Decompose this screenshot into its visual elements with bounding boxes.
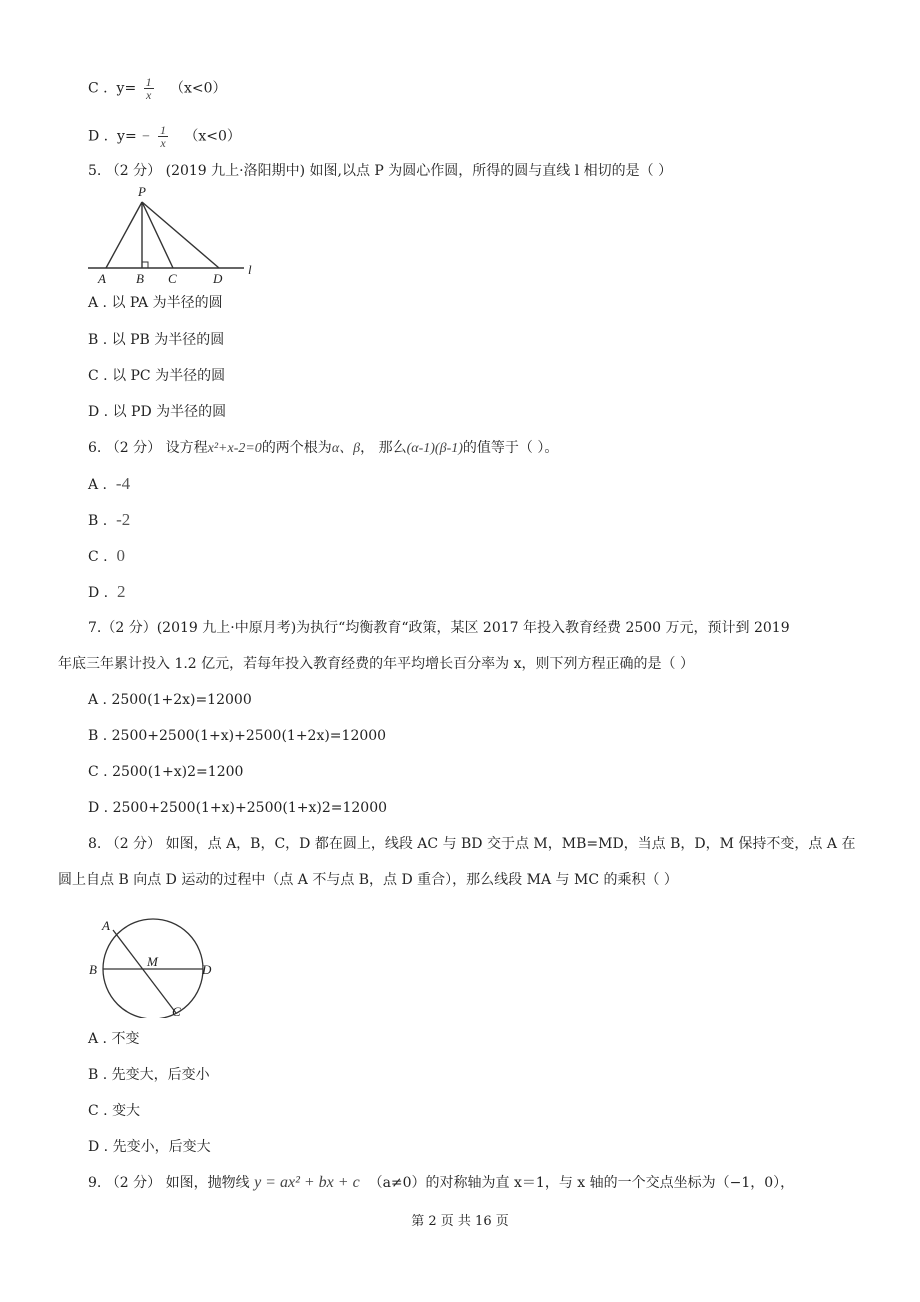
q8-stem-line1: 8. （2 分） 如图，点 A，B，C，D 都在圆上，线段 AC 与 BD 交于点 M，MB=MD，当点 B，D，M 保持不变，点 A 在 <box>88 836 856 852</box>
q5-figure <box>84 182 264 288</box>
q7-option-d: D . 2500+2500(1+x)+2500(1+x)2=12000 <box>88 800 388 816</box>
q7-stem-line1: 7.（2 分）(2019 九上·中原月考)为执行“均衡教育“政策，某区 2017 年投入教育经费 2500 万元，预计到 2019 <box>88 620 790 636</box>
right-angle-mark <box>142 262 148 268</box>
fraction-numerator: 1 <box>145 75 152 89</box>
segment-pa <box>106 202 142 268</box>
fraction <box>144 76 154 101</box>
q6-equation: x²+x-2=0 <box>207 441 262 456</box>
q5-stem: 5. （2 分） (2019 九上·洛阳期中) 如图,以点 P 为圆心作圆，所得的圆与直线 l 相切的是（ ） <box>88 163 673 179</box>
fraction-numerator: 1 <box>160 123 167 137</box>
label-a: A <box>102 918 110 933</box>
option-label: A . <box>88 477 108 493</box>
label-b: B <box>89 962 97 977</box>
q8-option-d: D . 先变小，后变大 <box>88 1139 211 1155</box>
q4-option-d <box>88 124 241 149</box>
option-value: -2 <box>116 510 131 529</box>
q9-suffix: （a≠0）的对称轴为直 x＝1，与 x 轴的一个交点坐标为（−1，0）， <box>368 1175 795 1191</box>
option-condition: （x<0） <box>169 80 227 97</box>
option-value: -4 <box>115 474 131 493</box>
option-label: C . <box>88 549 108 565</box>
q6-suffix: 的值等于（ ）。 <box>462 440 559 456</box>
option-condition: （x<0） <box>184 128 241 145</box>
q8-option-c: C . 变大 <box>88 1103 141 1119</box>
q6-expression: (α-1)(β-1) <box>406 441 463 456</box>
fraction-denominator: x <box>160 136 166 150</box>
page-footer: 第 2 页 共 16 页 <box>411 1214 509 1229</box>
segment-pd <box>142 202 219 268</box>
fraction-denominator: x <box>145 88 152 102</box>
label-a: A <box>98 271 106 286</box>
q9-stem <box>88 1173 794 1193</box>
q7-option-b: B . 2500+2500(1+x)+2500(1+2x)=12000 <box>88 728 387 744</box>
label-c: C <box>172 1004 181 1018</box>
label-b: B <box>136 271 144 286</box>
minus-sign: − <box>141 129 151 145</box>
q4-option-c <box>88 76 227 101</box>
option-prefix: y= <box>117 128 137 145</box>
q9-prefix: 9. （2 分） 如图，抛物线 <box>88 1175 250 1191</box>
option-prefix: y= <box>116 80 137 97</box>
option-label: B . <box>88 513 108 529</box>
q6-stem <box>88 438 558 459</box>
option-label: D . <box>88 128 109 145</box>
option-value: 2 <box>117 582 126 601</box>
q6-option-d <box>88 582 126 603</box>
q7-option-a: A . 2500(1+2x)=12000 <box>88 692 252 708</box>
q5-option-b: B . 以 PB 为半径的圆 <box>88 332 225 348</box>
option-label: C . <box>88 80 108 97</box>
label-d: D <box>213 271 223 286</box>
segment-pc <box>142 202 173 268</box>
q8-stem-line2: 圆上自点 B 向点 D 运动的过程中（点 A 不与点 B，点 D 重合），那么线段 MA 与 MC 的乘积（ ） <box>58 872 678 888</box>
label-p: P <box>138 184 146 199</box>
label-c: C <box>168 271 177 286</box>
q6-option-c <box>88 546 125 567</box>
q5-option-a: A . 以 PA 为半径的圆 <box>88 295 223 311</box>
q6-text-2: ， 那么 <box>360 440 407 456</box>
fraction <box>158 124 168 149</box>
chord-ac <box>113 930 176 1013</box>
q6-prefix: 6. （2 分） 设方程 <box>88 440 208 456</box>
q6-option-a <box>88 474 130 495</box>
q6-roots: α、β <box>331 441 361 456</box>
option-label: D . <box>88 585 109 601</box>
q7-option-c: C . 2500(1+x)2=1200 <box>88 764 244 780</box>
q7-stem-line2: 年底三年累计投入 1.2 亿元，若每年投入教育经费的年平均增长百分率为 x，则下列方程正确的是（ ） <box>58 656 694 672</box>
q5-option-d: D . 以 PD 为半径的圆 <box>88 404 227 420</box>
q6-text-1: 的两个根为 <box>261 440 332 456</box>
q9-equation: y = ax² + bx + c <box>254 1174 360 1191</box>
q5-option-c: C . 以 PC 为半径的圆 <box>88 368 226 384</box>
label-m: M <box>147 954 158 969</box>
label-l: l <box>248 262 252 277</box>
option-value: 0 <box>116 546 126 565</box>
q8-option-a: A . 不变 <box>88 1031 140 1047</box>
label-d: D <box>202 962 212 977</box>
q8-option-b: B . 先变大，后变小 <box>88 1067 210 1083</box>
q8-figure <box>84 912 224 1018</box>
q6-option-b <box>88 510 130 531</box>
